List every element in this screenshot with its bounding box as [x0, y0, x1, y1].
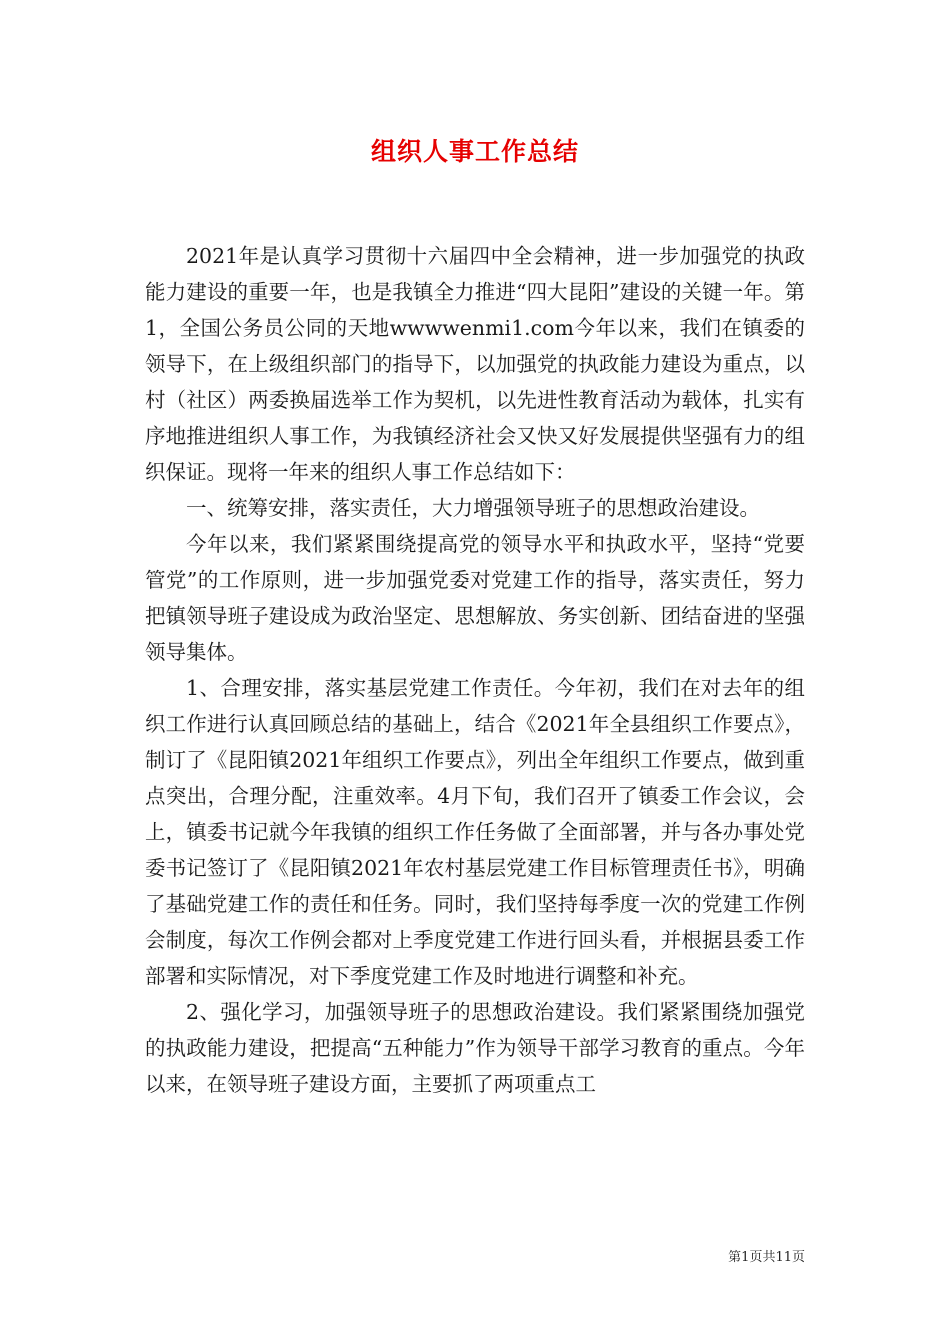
paragraph-item-1: 1、合理安排，落实基层党建工作责任。今年初，我们在对去年的组织工作进行认真回顾总结的基础上，结合《2021年全县组织工作要点》，制订了《昆阳镇2021年组织工作要点》，列出全年组织工作要点，做到重点突出，合理分配，注重效率。4月下旬，我们召开了镇委工作会议，会上，镇委书记就今年我镇的组织工作任务做了全面部署，并与各办事处党委书记签订了《昆阳镇2021年农村基层党建工作目标管理责任书》，明确了基础党建工作的责任和任务。同时，我们坚持每季度一次的党建工作例会制度，每次工作例会都对上季度党建工作进行回头看，并根据县委工作部署和实际情况，对下季度党建工作及时地进行调整和补充。: [145, 676, 805, 988]
document-body: [145, 238, 805, 1102]
paragraph-intro: 2021年是认真学习贯彻十六届四中全会精神，进一步加强党的执政能力建设的重要一年，也是我镇全力推进“四大昆阳”建设的关键一年。第1，全国公务员公同的天地wwwwenmi1.com今年以来，我们在镇委的领导下，在上级组织部门的指导下，以加强党的执政能力建设为重点，以村（社区）两委换届选举工作为契机，以先进性教育活动为载体，扎实有序地推进组织人事工作，为我镇经济社会又快又好发展提供坚强有力的组织保证。现将一年来的组织人事工作总结如下：: [145, 244, 805, 484]
paragraph-item-2: 2、强化学习，加强领导班子的思想政治建设。我们紧紧围绕加强党的执政能力建设，把提高“五种能力”作为领导干部学习教育的重点。今年以来，在领导班子建设方面，主要抓了两项重点工: [145, 1000, 805, 1096]
page-number-footer: 第1页共11页: [728, 1250, 805, 1265]
document-title: 组织人事工作总结: [370, 137, 579, 166]
paragraph-section-heading: 一、统筹安排，落实责任，大力增强领导班子的思想政治建设。: [186, 496, 760, 520]
paragraph-section-summary: 今年以来，我们紧紧围绕提高党的领导水平和执政水平，坚持“党要管党”的工作原则，进一步加强党委对党建工作的指导，落实责任，努力把镇领导班子建设成为政治坚定、思想解放、务实创新、团结奋进的坚强领导集体。: [145, 532, 805, 664]
